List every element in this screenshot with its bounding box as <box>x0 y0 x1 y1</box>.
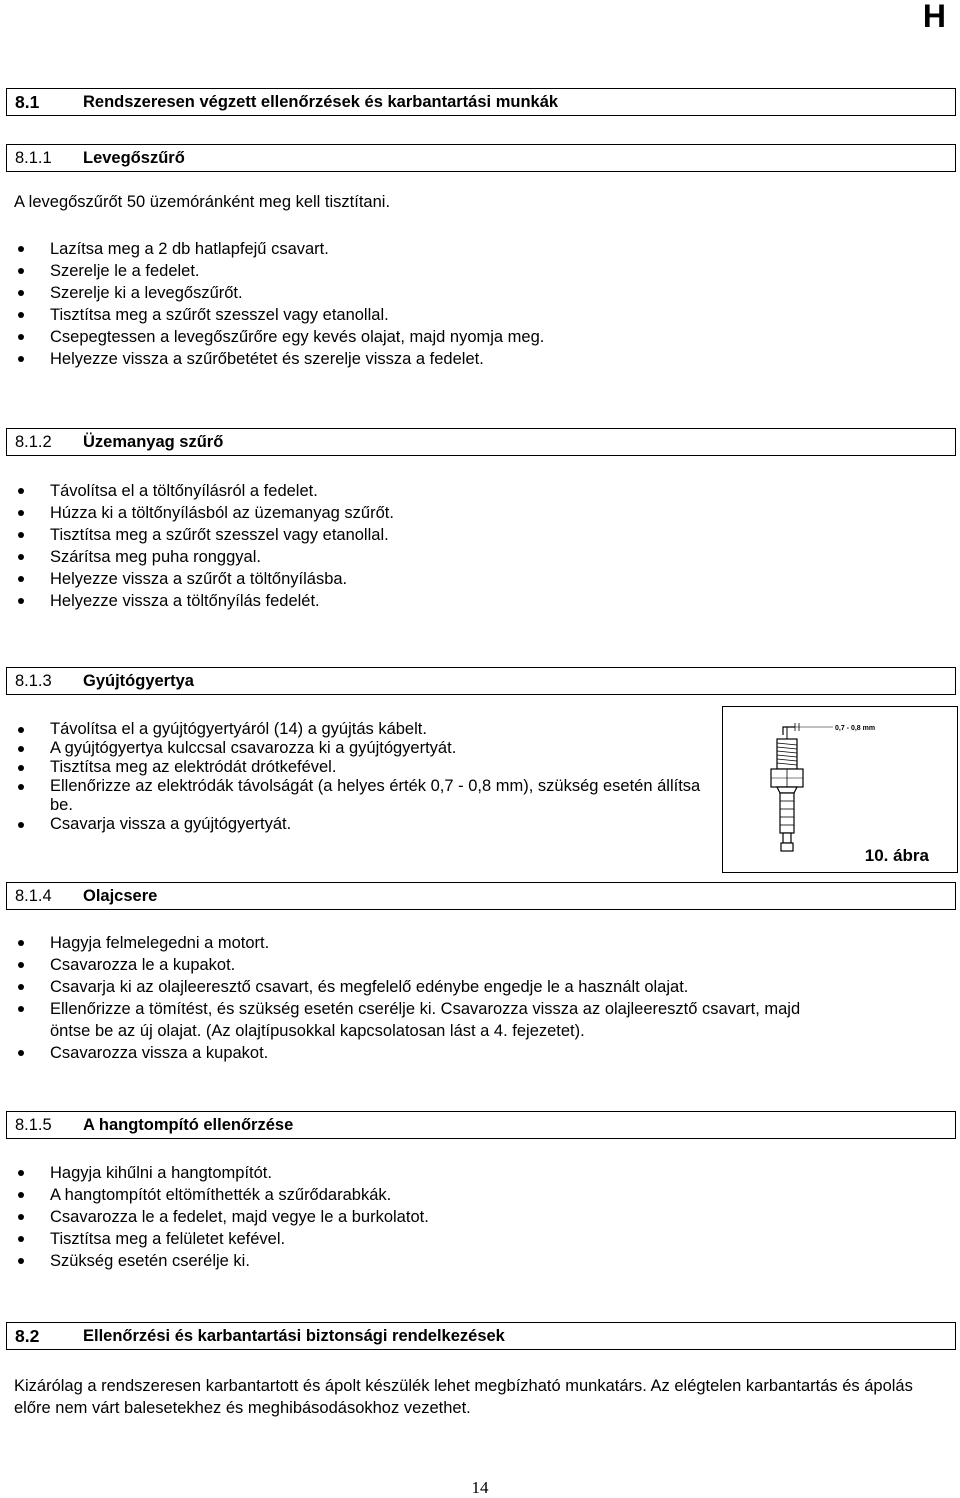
section-title: Ellenőrzési és karbantartási biztonsági rendelkezések <box>83 1326 505 1345</box>
list-item: Szerelje le a fedelet. <box>14 260 544 282</box>
section-title: Gyújtógyertya <box>83 671 194 690</box>
list-item: Csepegtessen a levegőszűrőre egy kevés olajat, majd nyomja meg. <box>14 326 544 348</box>
language-marker: H <box>922 0 946 34</box>
list-item: A gyújtógyertya kulccsal csavarozza ki a gyújtógyertyát. <box>14 739 714 758</box>
section-8-1-2-heading <box>6 428 956 456</box>
section-8-1-4-heading <box>6 882 956 910</box>
spark-plug-steps <box>14 720 714 834</box>
list-item: Csavarozza le a kupakot. <box>14 954 844 976</box>
section-title: A hangtompító ellenőrzése <box>83 1115 294 1134</box>
list-item: Helyezze vissza a szűrőbetétet és szerelje vissza a fedelet. <box>14 348 544 370</box>
section-title: Üzemanyag szűrő <box>83 432 224 451</box>
section-number: 8.2 <box>15 1325 40 1346</box>
list-item: Csavarja ki az olajleeresztő csavart, és megfelelő edénybe engedje le a használt olajat. <box>14 976 844 998</box>
list-item: Hagyja felmelegedni a motort. <box>14 932 844 954</box>
section-title: Olajcsere <box>83 886 158 905</box>
list-item: A hangtompítót eltömíthették a szűrődarabkák. <box>14 1184 429 1206</box>
section-8-1-5-heading <box>6 1111 956 1139</box>
list-item: Tisztítsa meg a szűrőt szesszel vagy etanollal. <box>14 524 394 546</box>
figure-caption: 10. ábra <box>864 846 929 865</box>
spark-plug-figure <box>722 706 958 873</box>
list-item: Szárítsa meg puha ronggyal. <box>14 546 394 568</box>
section-title: Rendszeresen végzett ellenőrzések és karbantartási munkák <box>83 92 559 111</box>
spark-plug-icon <box>763 715 903 865</box>
section-title: Levegőszűrő <box>83 148 185 167</box>
list-item: Csavarja vissza a gyújtógyertyát. <box>14 815 714 834</box>
page-number: 14 <box>471 1478 489 1497</box>
list-item: Helyezze vissza a szűrőt a töltőnyílásba. <box>14 568 394 590</box>
list-item: Szükség esetén cserélje ki. <box>14 1250 429 1272</box>
section-number: 8.1 <box>15 91 40 112</box>
safety-paragraph: Kizárólag a rendszeresen karbantartott és ápolt készülék lehet megbízható munkatárs. Az elégtelen karbantartás és ápolás előre nem várt balesetekhez és meghibásodásokhoz vezethet. <box>14 1377 913 1417</box>
section-number: 8.1.1 <box>15 148 52 167</box>
list-item: Csavarozza vissza a kupakot. <box>14 1042 844 1064</box>
gap-label: 0,7 - 0,8 mm <box>835 725 876 732</box>
section-8-2-heading <box>6 1322 956 1350</box>
list-item: Szerelje ki a levegőszűrőt. <box>14 282 544 304</box>
air-filter-intro: A levegőszűrőt 50 üzemóránként meg kell tisztítani. <box>14 193 391 211</box>
section-8-1-3-heading <box>6 667 956 695</box>
list-item: Ellenőrizze az elektródák távolságát (a helyes érték 0,7 - 0,8 mm), szükség esetén állítsa be. <box>14 777 714 815</box>
list-item: Tisztítsa meg a szűrőt szesszel vagy etanollal. <box>14 304 544 326</box>
section-number: 8.1.3 <box>15 671 52 690</box>
muffler-steps <box>14 1162 429 1272</box>
section-8-1-heading <box>6 88 956 116</box>
list-item: Lazítsa meg a 2 db hatlapfejű csavart. <box>14 238 544 260</box>
section-number: 8.1.5 <box>15 1115 52 1134</box>
list-item: Távolítsa el a töltőnyílásról a fedelet. <box>14 480 394 502</box>
section-number: 8.1.2 <box>15 432 52 451</box>
list-item: Tisztítsa meg az elektródát drótkefével. <box>14 758 714 777</box>
section-number: 8.1.4 <box>15 886 52 905</box>
list-item: Csavarozza le a fedelet, majd vegye le a burkolatot. <box>14 1206 429 1228</box>
list-item: Helyezze vissza a töltőnyílás fedelét. <box>14 590 394 612</box>
oil-change-steps <box>14 932 844 1064</box>
fuel-filter-steps <box>14 480 394 612</box>
list-item: Hagyja kihűlni a hangtompítót. <box>14 1162 429 1184</box>
list-item: Húzza ki a töltőnyílásból az üzemanyag szűrőt. <box>14 502 394 524</box>
list-item: Távolítsa el a gyújtógyertyáról (14) a gyújtás kábelt. <box>14 720 714 739</box>
list-item: Ellenőrizze a tömítést, és szükség esetén cserélje ki. Csavarozza vissza az olajleeresztő csavart, majd öntse be az új olajat. (Az olajtípusokkal kapcsolatosan lást a 4. fejezetet). <box>14 998 844 1042</box>
air-filter-steps <box>14 238 544 370</box>
section-8-1-1-heading <box>6 144 956 172</box>
list-item: Tisztítsa meg a felületet kefével. <box>14 1228 429 1250</box>
